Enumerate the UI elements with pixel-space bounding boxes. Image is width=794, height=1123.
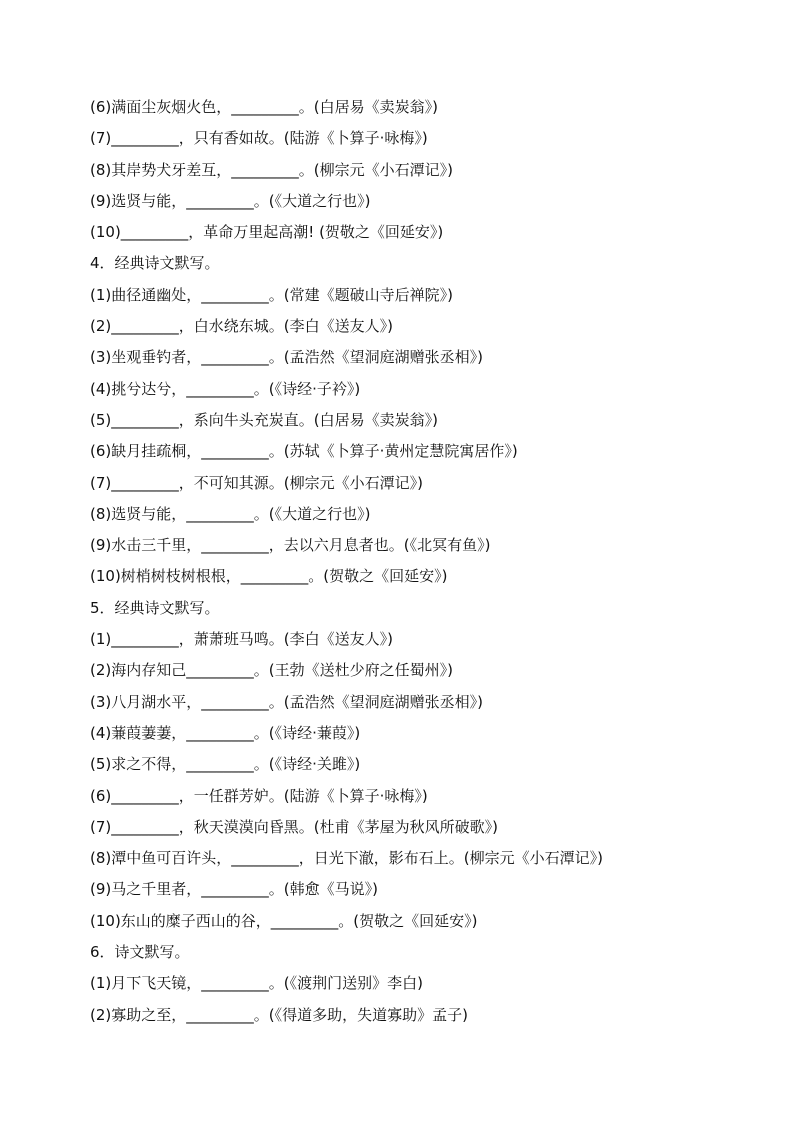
exercise-line: (5)求之不得，_________。(《诗经·关雎》) (90, 755, 361, 774)
exercise-line: 6．诗文默写。 (90, 943, 190, 962)
exercise-line: (6)缺月挂疏桐，_________。(苏轼《卜算子·黄州定慧院寓居作》) (90, 442, 518, 461)
exercise-line: (6)_________，一任群芳妒。(陆游《卜算子·咏梅》) (90, 786, 428, 805)
exercise-line: (1)_________，萧萧班马鸣。(李白《送友人》) (90, 630, 393, 649)
exercise-line: 5．经典诗文默写。 (90, 598, 220, 617)
exercise-list (90, 92, 730, 1031)
exercise-line: (2)_________，白水绕东城。(李白《送友人》) (90, 317, 393, 336)
exercise-line: (2)海内存知己_________。(王勃《送杜少府之任蜀州》) (90, 661, 453, 680)
exercise-line: (4)挑兮达兮，_________。(《诗经·子衿》) (90, 379, 361, 398)
exercise-line: (3)八月湖水平，_________。(孟浩然《望洞庭湖赠张丞相》) (90, 692, 483, 711)
exercise-line: (3)坐观垂钓者，_________。(孟浩然《望洞庭湖赠张丞相》) (90, 348, 483, 367)
exercise-line: (10)_________，革命万里起高潮! (贺敬之《回延安》) (90, 223, 444, 242)
exercise-line: (2)寡助之至，_________。(《得道多助，失道寡助》孟子) (90, 1005, 468, 1024)
exercise-line: (4)蒹葭萋萋，_________。(《诗经·蒹葭》) (90, 723, 361, 742)
exercise-line: (8)其岸势犬牙差互，_________。(柳宗元《小石潭记》) (90, 160, 453, 179)
exercise-line: (7)_________，秋天漠漠向昏黑。(杜甫《茅屋为秋风所破歌》) (90, 817, 498, 836)
exercise-line: (8)潭中鱼可百许头，_________，日光下澈，影布石上。(柳宗元《小石潭记》) (90, 849, 603, 868)
exercise-line: (10)东山的糜子西山的谷，_________。(贺敬之《回延安》) (90, 911, 478, 930)
exercise-line: (8)选贤与能，_________。(《大道之行也》) (90, 504, 371, 523)
exercise-line: (1)曲径通幽处，_________。(常建《题破山寺后禅院》) (90, 285, 453, 304)
exercise-line: (5)_________，系向牛头充炭直。(白居易《卖炭翁》) (90, 410, 438, 429)
exercise-line: (1)月下飞天镜，_________。(《渡荆门送别》李白) (90, 974, 423, 993)
exercise-line: (9)水击三千里，_________，去以六月息者也。(《北冥有鱼》) (90, 536, 491, 555)
exercise-line: (9)马之千里者，_________。(韩愈《马说》) (90, 880, 378, 899)
exercise-line: (7)_________，不可知其源。(柳宗元《小石潭记》) (90, 473, 423, 492)
exercise-line: 4．经典诗文默写。 (90, 254, 220, 273)
exercise-line: (9)选贤与能，_________。(《大道之行也》) (90, 191, 371, 210)
exercise-line: (10)树梢树枝树根根，_________。(贺敬之《回延安》) (90, 567, 448, 586)
exercise-line: (7)_________，只有香如故。(陆游《卜算子·咏梅》) (90, 129, 428, 148)
exercise-line: (6)满面尘灰烟火色，_________。(白居易《卖炭翁》) (90, 98, 438, 116)
